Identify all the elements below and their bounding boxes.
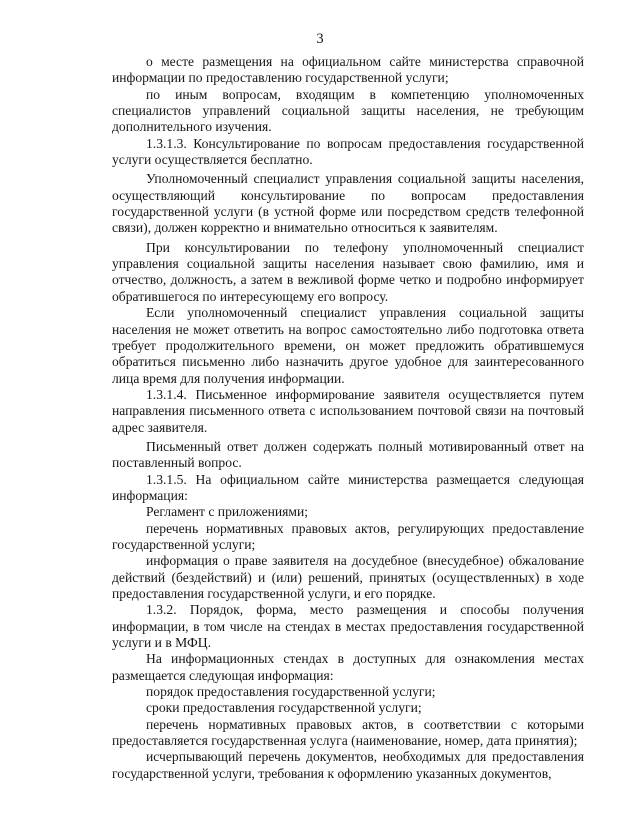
paragraph: Письменный ответ должен содержать полный мотивированный ответ на поставленный вопрос. <box>112 438 584 471</box>
paragraph: Регламент с приложениями; <box>146 504 309 520</box>
paragraph: Если уполномоченный специалист управления социальной защиты населения не может ответить на вопрос самостоятельно либо подготовка ответа требует продолжительного времени, он может предложить обратившемуся обратиться письменно либо назначить другое удобное для заинтересованного лица время для получения информации. <box>112 305 584 386</box>
paragraph: 1.3.1.3. Консультирование по вопросам предоставления государственной услуги осуществляется бесплатно. <box>112 135 584 168</box>
paragraph: о месте размещения на официальном сайте министерства справочной информации по предоставлению государственной услуги; <box>112 54 584 86</box>
paragraph: 1.3.1.4. Письменное информирование заявителя осуществляется путем направления письменного ответа с использованием почтовой связи на почтовый адрес заявителя. <box>112 386 584 435</box>
paragraph: 1.3.2. Порядок, форма, место размещения и способы получения информации, в том числе на стендах в местах предоставления государственной услуги и в МФЦ. <box>112 602 584 651</box>
paragraph: по иным вопросам, входящим в компетенцию уполномоченных специалистов управлений социальной защиты населения, не требующим дополнительного изучения. <box>112 86 584 135</box>
paragraph: порядок предоставления государственной услуги; <box>146 684 436 700</box>
paragraph: перечень нормативных правовых актов, в соответствии с которыми предоставляется государственная услуга (наименование, номер, дата принятия); <box>112 716 584 749</box>
paragraph: Уполномоченный специалист управления социальной защиты населения, осуществляющий консультирование по вопросам предоставления государственной услуги (в устной форме или посредством средств телефонной связи), должен корректно и внимательно относиться к заявителям. <box>112 171 584 236</box>
paragraph: информация о праве заявителя на досудебное (внесудебное) обжалование действий (бездействий) и (или) решений, принятых (осуществленных) в ходе предоставления государственной услуги, и его порядке. <box>112 553 584 601</box>
paragraph: На информационных стендах в доступных для ознакомления местах размещается следующая информация: <box>112 651 584 683</box>
paragraph: сроки предоставления государственной услуги; <box>146 700 422 716</box>
document-body <box>112 54 584 782</box>
paragraph: перечень нормативных правовых актов, регулирующих предоставление государственной услуги; <box>112 520 584 552</box>
paragraph: При консультировании по телефону уполномоченный специалист управления социальной защиты населения называет свою фамилию, имя и отчество, должность, а затем в вежливой форме четко и подробно информирует обратившегося по интересующему его вопросу. <box>112 239 584 304</box>
paragraph: 1.3.1.5. На официальном сайте министерства размещается следующая информация: <box>112 471 584 503</box>
page-number: 3 <box>316 31 324 47</box>
paragraph: исчерпывающий перечень документов, необходимых для предоставления государственной услуги, требования к оформлению указанных документов, <box>112 749 584 781</box>
